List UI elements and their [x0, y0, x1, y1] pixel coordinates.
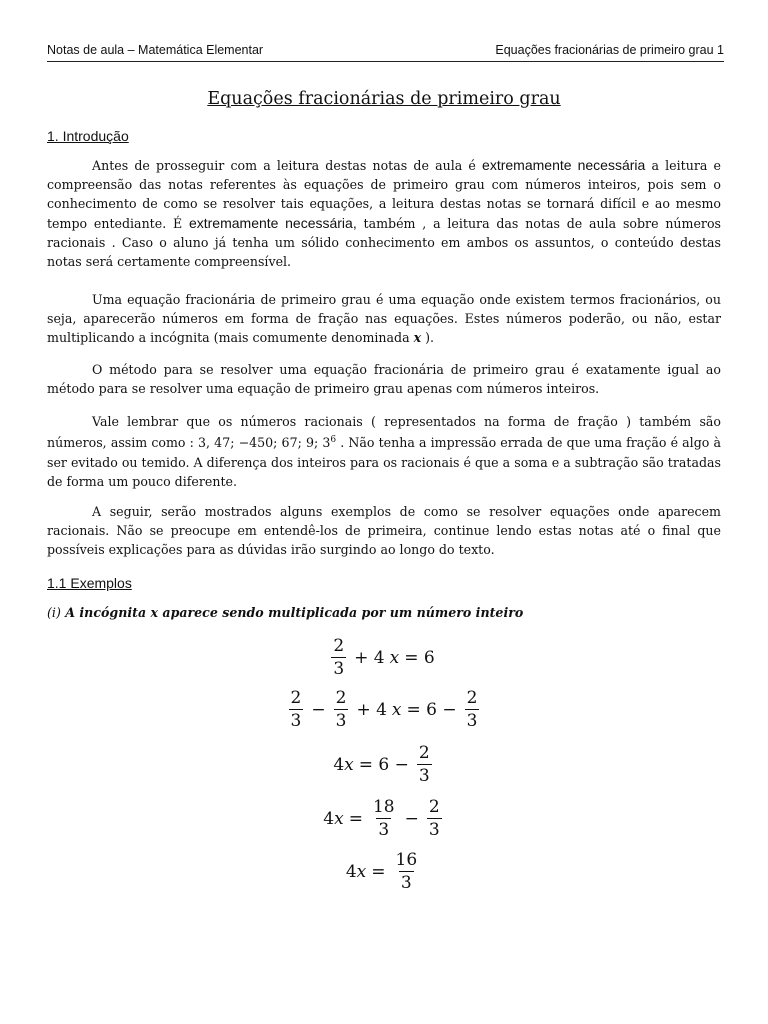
equation-3 [0, 743, 768, 786]
example-number: (i) [47, 605, 61, 620]
p4-exponent: 6 [330, 435, 337, 446]
header-topic-page: Equações fracionárias de primeiro grau 1 [495, 43, 724, 57]
coefficient: 4 [333, 754, 345, 775]
variable: x [389, 647, 400, 668]
denominator: 3 [333, 659, 345, 679]
equals-sign: = [348, 808, 363, 829]
p1-text-b: a leitura e compreensão das notas referentes às equações de primeiro grau com números inteiros, pois sem o conhecimento de como se resolver tais equações, a leitura destas notas se tornará difícil e ao mesmo tempo entediante. É [47, 158, 721, 231]
fraction [334, 688, 349, 731]
denominator: 3 [466, 711, 478, 731]
numerator: 2 [290, 688, 302, 708]
section-heading-introducao: 1. Introdução [47, 128, 129, 144]
operator: − [311, 699, 326, 720]
fraction [394, 850, 420, 893]
paragraph-5-block [47, 502, 721, 560]
denominator: 3 [290, 711, 302, 731]
numerator: 2 [466, 688, 478, 708]
p1-text-a: Antes de prosseguir com a leitura destas notas de aula é [92, 158, 483, 173]
variable: x [391, 699, 402, 720]
p1-emphasis-b: extremamente necessária, [188, 214, 357, 231]
paragraph-2 [47, 290, 721, 348]
denominator: 3 [335, 711, 347, 731]
right-hand-side: = 6 − [358, 754, 409, 775]
paragraph-3-block [47, 360, 721, 398]
fraction [465, 688, 480, 731]
equation-2 [0, 688, 768, 731]
variable: x [356, 861, 367, 882]
numerator: 2 [428, 797, 440, 817]
intro-text [47, 156, 721, 271]
operator: − [404, 808, 419, 829]
coefficient: 4 [323, 808, 335, 829]
paragraph-4-block [47, 412, 721, 491]
paragraph-4 [47, 412, 721, 491]
variable: x [344, 754, 354, 775]
fraction [371, 797, 397, 840]
p4-text-b: . Não tenha a impressão errada de que uma fração é algo à ser evitado ou temido. A diferença dos inteiros para os racionais é que a soma e a subtração são tratadas de forma um pouco diferente. [47, 435, 721, 489]
paragraph-2-block [47, 290, 721, 348]
paragraph-5: A seguir, serão mostrados alguns exemplos de como se resolver equações onde aparecem racionais. Não se preocupe em entendê-los de primeira, continue lendo estas notas até o final que possíveis explicações para as dúvidas irão surgindo ao longo do texto. [47, 504, 721, 558]
paragraph-1 [47, 156, 721, 271]
p2-text-a: Uma equação fracionária de primeiro grau é uma equação onde existem termos fracionários, ou seja, aparecerão números em forma de fração nas equações. Estes números poderão, ou não, estar multiplicando a incógnita (mais comumente denominada [47, 292, 721, 346]
numerator: 18 [372, 797, 395, 817]
paragraph-3: O método para se resolver uma equação fracionária de primeiro grau é exatamente igual ao método para se resolver uma equação de primeiro grau apenas com números inteiros. [47, 362, 721, 397]
example-description: A incógnita x aparece sendo multiplicada por um número inteiro [60, 605, 524, 620]
coefficient: 4 [345, 861, 357, 882]
equation-4 [0, 797, 768, 840]
equation-5 [0, 850, 768, 893]
denominator: 3 [418, 766, 430, 786]
equals-sign: = [371, 861, 386, 882]
right-hand-side: = 6 − [406, 699, 457, 720]
numerator: 2 [418, 743, 430, 763]
page-title: Equações fracionárias de primeiro grau [207, 89, 561, 109]
equation-1 [0, 636, 768, 679]
fraction [289, 688, 304, 731]
fraction [427, 797, 442, 840]
header-course: Notas de aula – Matemática Elementar [47, 43, 264, 57]
p4-text-a: Vale lembrar que os números racionais ( representados na forma de fração ) também são números, assim como : [47, 414, 721, 451]
p1-emphasis-a: extremamente necessária [482, 157, 646, 173]
operator: + 4 [356, 699, 387, 720]
p1-text-c: também , a leitura das notas de aula sobre números racionais . Caso o aluno já tenha um sólido conhecimento em ambos os assuntos, o conteúdo destas notas será certamente compreensível. [47, 215, 722, 270]
p2-variable: x [413, 330, 422, 346]
p2-text-b: ). [421, 330, 435, 346]
fraction [331, 636, 346, 679]
p4-number-examples: 3, 47; −450; 67; 9; 3 [198, 435, 331, 451]
operator: + 4 [354, 647, 385, 668]
numerator: 2 [335, 688, 347, 708]
running-header [47, 41, 724, 62]
variable: x [334, 808, 344, 829]
section-heading-exemplos: 1.1 Exemplos [47, 575, 132, 591]
example-1-caption [47, 605, 523, 620]
denominator: 3 [378, 820, 390, 840]
right-hand-side: = 6 [404, 647, 435, 668]
numerator: 16 [395, 850, 418, 870]
numerator: 2 [333, 636, 345, 656]
fraction [417, 743, 432, 786]
denominator: 3 [428, 820, 440, 840]
denominator: 3 [400, 873, 412, 893]
